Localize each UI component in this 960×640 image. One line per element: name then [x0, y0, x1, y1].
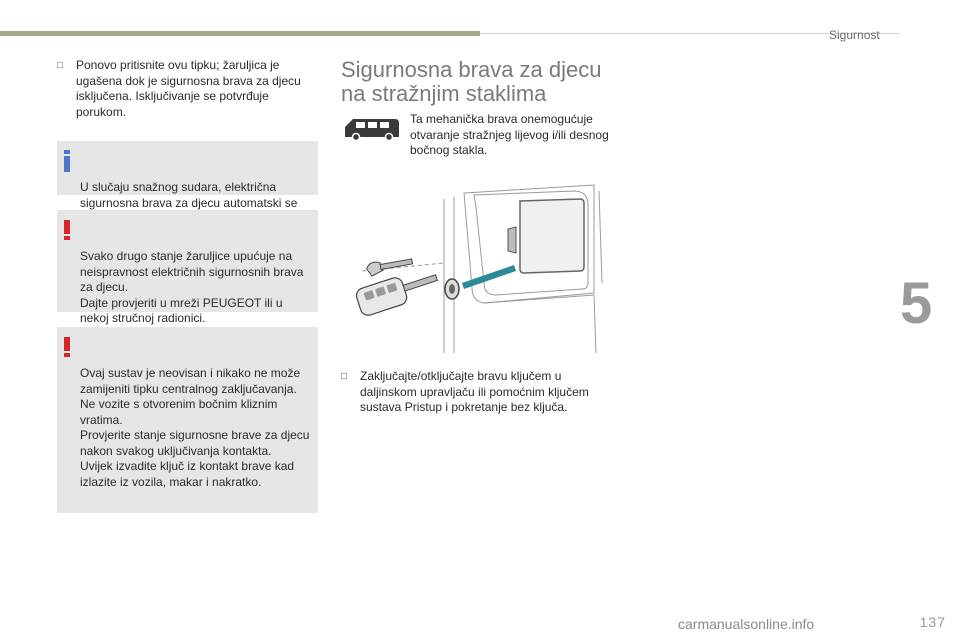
warning-box-text: Ovaj sustav je neovisan i nikako ne može zamijeniti tipku centralnog zaključavanja. Ne vozite s otvorenim bočnim kliznim vratima. Provjerite stanje sigurnosne brave za djecu nakon svakog uključivanja kontakta. Uvijek izvadite ključ iz kontakt brave kad izlazite iz vozila, makar i nakratko.	[80, 366, 310, 489]
warning-icon	[64, 337, 70, 357]
warning-icon	[64, 220, 70, 240]
van-icon	[343, 115, 401, 141]
bullet-text: Ponovo pritisnite ovu tipku; žaruljica je ugašena dok je sigurnosna brava za djecu isključena. Isključivanje se potvrđuje porukom.	[76, 58, 301, 119]
child-lock-illustration	[344, 183, 604, 355]
chapter-number: 5	[900, 271, 933, 336]
bullet-marker-icon: □	[341, 371, 348, 382]
info-box-text: U slučaju snažnog sudara, električna sigurnosna brava za djecu automatski se	[80, 180, 298, 210]
bullet-marker-icon: □	[57, 60, 64, 71]
bullet-item	[57, 58, 312, 120]
warning-box	[57, 327, 318, 513]
bullet-text: Zaključajte/otključajte bravu ključem u daljinskom upravljaču ili pomoćnim ključem sustava Pristup i pokretanje bez ključa.	[360, 369, 589, 414]
watermark: carmanualsonline.info	[678, 616, 815, 632]
section-title: Sigurnost	[829, 28, 880, 42]
info-box	[57, 141, 318, 210]
intro-text: Ta mehanička brava onemogućuje otvaranje stražnjeg lijevog i/ili desnog bočnog stakla.	[410, 112, 609, 157]
warning-box-text: Svako drugo stanje žaruljice upućuje na neispravnost električnih sigurnosnih brava za djecu. Dajte provjeriti u mreži PEUGEOT ili u nekoj stručnoj radionici.	[80, 249, 304, 325]
bullet-item	[341, 369, 606, 416]
section-heading: Sigurnosna brava za djecu na stražnjim staklima	[341, 57, 602, 106]
info-icon	[64, 150, 70, 172]
warning-box	[57, 210, 318, 325]
page-number: 137	[919, 614, 946, 630]
header-accent-bar	[0, 31, 480, 36]
